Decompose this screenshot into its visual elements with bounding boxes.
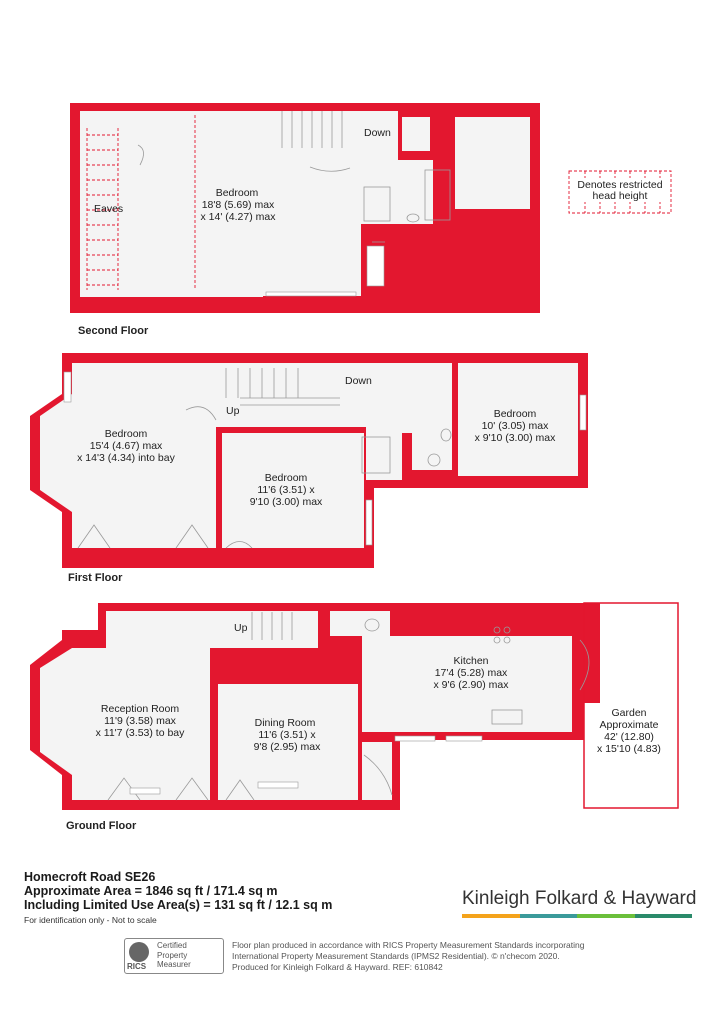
legend-line-1: Denotes restricted <box>577 179 663 191</box>
first-floor-title: First Floor <box>68 572 123 584</box>
agency-bar-segment <box>462 914 520 918</box>
approximate-area: Approximate Area = 1846 sq ft / 171.4 sq m <box>24 884 278 898</box>
rics-badge <box>124 938 224 974</box>
dining-dim1: 11'6 (3.51) x <box>258 729 316 741</box>
first-bedroom-front-dim2: x 14'3 (4.34) into bay <box>77 452 175 464</box>
reception-dim1: 11'9 (3.58) max <box>104 715 176 727</box>
garden-name-1: Garden <box>611 707 647 719</box>
rics-cert-line-2: Property <box>157 950 188 960</box>
limited-use-area: Including Limited Use Area(s) = 131 sq ft / 12.1 sq m <box>24 898 333 912</box>
disclaimer-line-2: International Property Measurement Standards (IPMS2 Residential). © n'checom 2020. <box>232 951 560 961</box>
restricted-height-legend <box>569 171 671 213</box>
reception-dim2: x 11'7 (3.53) to bay <box>95 727 185 739</box>
garden-name-2: Approximate <box>599 719 659 731</box>
kitchen-dim1: 17'4 (5.28) max <box>434 667 508 679</box>
second-bedroom-dim2: x 14' (4.27) max <box>200 211 276 223</box>
first-floor-down-label: Down <box>345 375 372 387</box>
rics-cert-line-3: Measurer <box>157 960 191 969</box>
second-floor-title: Second Floor <box>78 325 149 337</box>
agency-bar-segment <box>635 914 693 918</box>
agency-bar-segment <box>520 914 578 918</box>
agency-name: Kinleigh Folkard & Hayward <box>462 888 697 909</box>
kitchen-name: Kitchen <box>453 655 489 667</box>
agency-color-bar <box>462 914 692 918</box>
second-bedroom-name: Bedroom <box>215 187 259 199</box>
first-bedroom-rear-name: Bedroom <box>493 408 537 420</box>
disclaimer-line-3: Produced for Kinleigh Folkard & Hayward. REF: 610842 <box>232 962 443 972</box>
second-floor-down-label: Down <box>364 127 391 139</box>
dining-dim2: 9'8 (2.95) max <box>253 741 321 753</box>
rics-cert-text <box>157 941 191 970</box>
first-bedroom-front-name: Bedroom <box>104 428 148 440</box>
rics-abbr: RICS <box>127 962 147 971</box>
first-floor-up-label: Up <box>226 405 240 417</box>
first-bedroom-rear-dim2: x 9'10 (3.00) max <box>474 432 556 444</box>
first-bedroom-front-dim1: 15'4 (4.67) max <box>89 440 163 452</box>
ground-floor-up-label: Up <box>234 622 248 634</box>
reception-name: Reception Room <box>100 703 180 715</box>
agency-bar-segment <box>577 914 635 918</box>
rics-cert-line-1: Certified <box>157 941 187 950</box>
second-floor-plan <box>70 103 540 313</box>
first-bedroom-middle-name: Bedroom <box>264 472 308 484</box>
first-bedroom-rear-dim1: 10' (3.05) max <box>481 420 549 432</box>
ground-floor-title: Ground Floor <box>66 820 137 832</box>
second-bedroom-dim1: 18'8 (5.69) max <box>201 199 275 211</box>
first-bedroom-middle-dim1: 11'6 (3.51) x <box>257 484 315 496</box>
eaves-label: Eaves <box>94 203 124 215</box>
garden-dim1: 42' (12.80) <box>604 731 654 743</box>
rics-logo-icon <box>129 942 149 962</box>
identification-note: For identification only - Not to scale <box>24 915 157 925</box>
address: Homecroft Road SE26 <box>24 870 156 884</box>
legend-line-2: head height <box>592 190 648 202</box>
kitchen-dim2: x 9'6 (2.90) max <box>433 679 509 691</box>
garden-dim2: x 15'10 (4.83) <box>597 743 661 755</box>
disclaimer-line-1: Floor plan produced in accordance with RICS Property Measurement Standards incorporating <box>232 940 585 950</box>
first-bedroom-middle-dim2: 9'10 (3.00) max <box>249 496 323 508</box>
dining-name: Dining Room <box>254 717 316 729</box>
